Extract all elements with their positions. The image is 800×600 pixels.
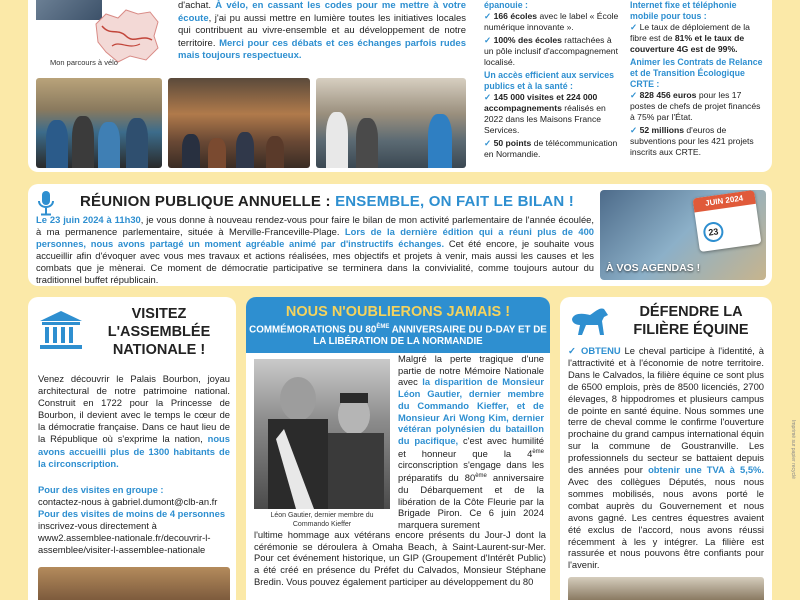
- meeting-title-highlight: ENSEMBLE, ON FAIT LE BILAN !: [335, 193, 574, 210]
- side-legal-text: Imprimé sur papier recyclé: [790, 420, 796, 479]
- meeting-photo: [168, 78, 310, 168]
- check-icon: ✓: [630, 90, 638, 100]
- memorial-subtitle-part: COMMÉMORATIONS DU 80: [249, 324, 377, 336]
- memorial-subtitle: [246, 322, 550, 347]
- check-icon: ✓: [484, 35, 492, 45]
- microphone-icon: [36, 190, 56, 216]
- group-visit-photo: [38, 567, 230, 600]
- visit-highlight: nous avons accueilli plus de 1300 habitants de la circonscription.: [38, 433, 230, 469]
- intro-text: d'achat.: [178, 0, 216, 11]
- intro-highlight-2: Merci pour ces débats et ces échanges parfois rudes mais toujours respectueux.: [178, 37, 466, 61]
- stat-item: [484, 92, 620, 136]
- veteran-photo: [254, 359, 390, 509]
- stat-item: [484, 138, 620, 160]
- results-stats: [480, 0, 770, 172]
- memorial-subtitle-sup: ÈME: [376, 324, 390, 330]
- memorial-body: Malgré la perte tragique d'une partie de notre Mémoire Nationale avec: [398, 353, 544, 388]
- stat-text: rattachées à un pôle inclusif d'accompagnement localisé.: [484, 35, 618, 67]
- stat-item: [484, 11, 620, 33]
- calvados-map-icon: [92, 6, 162, 66]
- outdoor-discussion-photo: [316, 78, 466, 168]
- stat-text: réalisés en 2022 dans les Maisons France Services.: [484, 103, 606, 135]
- small-visit-link[interactable]: inscrivez-vous directement à www2.assemblee-nationale.fr/decouvrir-l-assemblee/visiter-l-assemblee-nationale: [38, 520, 211, 556]
- memorial-title: NOUS N'OUBLIERONS JAMAIS !: [285, 304, 511, 320]
- equine-text: [568, 345, 764, 571]
- small-visit-label: Pour des visites de moins de 4 personnes: [38, 508, 226, 520]
- memorial-body-2: c'est avec humilité et honneur que la 4: [398, 434, 544, 459]
- stats-heading: Un accès efficient aux services publics et à la santé :: [484, 70, 615, 91]
- memorial-sup: ème: [475, 473, 487, 480]
- bike-route-map: [36, 0, 166, 72]
- equine-highlight: obtenir une TVA à 5,5%.: [648, 464, 764, 476]
- veteran-photo-figures: [254, 359, 390, 509]
- stat-item: [630, 22, 766, 55]
- meeting-text: [36, 214, 594, 286]
- memorial-text: [398, 353, 544, 531]
- check-icon: ✓: [630, 22, 638, 32]
- bike-tour-text: [178, 0, 466, 63]
- check-icon: ✓: [630, 125, 638, 135]
- meeting-body: , je vous donne à nouveau rendez-vous pour faire le bilan de mon activité parlementaire de l'année écoulée, à ma permanence parlementaire, située à Merville-Franceville-Plage.: [36, 214, 594, 237]
- stat-value: 166 écoles: [493, 11, 538, 21]
- check-icon: ✓: [484, 138, 492, 148]
- visit-text: [38, 373, 230, 470]
- meeting-title: [80, 193, 574, 210]
- visit-body: Venez découvrir le Palais Bourbon, joyau architectural de notre patrimoine national. Construit en 1722 pour la Princesse de Bourbon, il devient avec le temps le cœur de la démocratie française. Dans ce haut lieu de la République où s'exprime la nation,: [38, 373, 230, 445]
- stats-heading: Internet fixe et téléphonie mobile pour tous :: [630, 0, 737, 21]
- stat-item: [630, 90, 766, 123]
- check-icon: ✓: [484, 11, 492, 21]
- memorial-text-2: l'ultime hommage aux vétérans encore présents du Jour-J dont la cérémonie se déroulera à Omaha Beach, à Saint-Laurent-sur-Mer. Pour cet événement historique, un GIP (Groupement d'Intérêt Public) a été créé en présence du Préfet du Calvados, Monsieur Stéphane Bredin. Vous pouvez également participer au développement du 80: [254, 529, 546, 587]
- equine-body-2: Avec des collègues Députés, nous nous sommes mobilisés, nous avons porté le combat auprès du Gouvernement et nous avons gagné. Les centres équestres avaient été exclus de l'accord, nous avons réussi récemment à les y intégrer. La filière est rassurée et nous pouvons être confiants pour l'avenir.: [568, 475, 764, 571]
- stat-value: 81% et le taux de couverture 4G est de 99%.: [630, 33, 745, 54]
- cyclists-photo: [36, 78, 162, 168]
- memorial-body-4: anniversaire du Débarquement et de la libération de la Côte Fleurie par la Brigade Piron. Ce 6 juin 2024 marquera surement: [398, 472, 544, 531]
- stat-value: 100% des écoles: [493, 35, 562, 45]
- stat-value: 50 points: [493, 138, 532, 148]
- assembly-building-icon: [38, 309, 84, 351]
- stats-heading: épanouie :: [484, 0, 528, 10]
- visit-assembly-section: [28, 297, 236, 600]
- memorial-header: [246, 297, 550, 353]
- agenda-label: À VOS AGENDAS !: [606, 262, 701, 274]
- equine-section: [560, 297, 772, 600]
- stat-value: 828 456 euros: [639, 90, 697, 100]
- check-icon: ✓: [484, 92, 492, 102]
- stat-text: avec le label « École numérique innovante ».: [484, 11, 619, 32]
- stats-column-2: [630, 0, 766, 160]
- stat-text: de télécommunication en Normandie.: [484, 138, 618, 159]
- annual-meeting-section: [28, 184, 772, 286]
- meeting-date: Le 23 juin 2024 à 11h30: [36, 214, 141, 225]
- agenda-photo: [600, 190, 766, 280]
- stat-item: [484, 35, 620, 68]
- visit-title: VISITEZ L'ASSEMBLÉE NATIONALE !: [107, 306, 211, 358]
- group-visit-label: Pour des visites en groupe :: [38, 484, 164, 495]
- equine-obtained-label: OBTENU: [581, 345, 621, 356]
- memorial-subtitle-part-2: ANNIVERSAIRE DU D-DAY ET DE LA LIBÉRATION DE LA NORMANDIE: [313, 324, 547, 347]
- calendar-icon: [693, 190, 762, 252]
- intro-text-2: , j'ai pu aussi mettre en lumière toutes les initiatives locales qui contribuent au vivre-ensemble et au développement de notre territoire.: [178, 12, 466, 49]
- meeting-title-main: RÉUNION PUBLIQUE ANNUELLE :: [80, 193, 336, 210]
- stat-text: pour les 17 postes de chefs de projet financés à 75% par l'État.: [630, 90, 761, 122]
- stat-item: [630, 125, 766, 158]
- dday-memorial-section: [246, 297, 550, 600]
- visit-contact: [38, 484, 232, 557]
- stats-heading: Animer les Contrats de Relance et de Transition Écologique CRTE :: [630, 57, 763, 89]
- map-caption: Mon parcours à vélo: [50, 58, 118, 67]
- stat-value: 52 millions: [639, 125, 685, 135]
- top-section: [28, 0, 772, 172]
- intro-highlight: À vélo, en cassant les codes pour me mettre à votre écoute: [178, 0, 466, 24]
- veteran-photo-caption: Léon Gautier, dernier membre du Commando Kieffer: [270, 512, 374, 528]
- stat-value: 145 000 visites et 224 000 accompagnements: [484, 92, 598, 113]
- memorial-body-3: circonscription s'engage dans les préparatifs du 80: [398, 459, 544, 484]
- memorial-sup: ème: [532, 448, 544, 455]
- calendar-month: JUIN 2024: [693, 190, 756, 212]
- stat-text: Le taux de déploiement de la fibre est de: [630, 22, 750, 43]
- check-icon: ✓: [568, 345, 578, 356]
- stats-column-1: [484, 0, 620, 162]
- equine-body: Le cheval participe à l'identité, à l'attractivité et à l'économie de notre territoire. Dans le Calvados, la filière équine ce sont plus de 6500 emplois, près de 8500 licenciés, 2700 élevages, 8 hippodromes et plusieurs campus de pointe en santé équine. Nous sommes une terre de cheval comme le confirme l'ouverture prochaine du grand campus international équin sur la commune de Goustranville. Les professionnels du secteur se battaient depuis des années pour: [568, 345, 765, 476]
- meeting-body-2: Cet été encore, je souhaite vous accueillir afin d'évoquer avec vous mes travaux et actions réalisées, mes objectifs et projets à venir, mais aussi les causes et les combats que je mènerai. Ce moment de démocratie participative se terminera dans la convivialité, comme toujours autour du traditionnel buffet républicain.: [36, 238, 594, 285]
- equine-title: DÉFENDRE LA FILIÈRE ÉQUINE: [633, 304, 749, 338]
- horse-photo: [568, 577, 764, 600]
- calendar-day: 23: [702, 221, 725, 244]
- meeting-highlight: Lors de la dernière édition qui a réuni plus de 400 personnes, nous avons partagé un moment agréable animé par d'instructifs échanges.: [36, 226, 594, 249]
- stat-text: d'euros de subventions pour les 421 projets inscrits aux CRTE.: [630, 125, 754, 157]
- horse-icon: [568, 305, 612, 339]
- memorial-highlight: la disparition de Monsieur Léon Gautier, dernier membre du Commando Kieffer, et de Monsieur Ari Wong Kim, dernier vétéran polynésien du bataillon du pacifique,: [398, 376, 544, 446]
- group-visit-email[interactable]: contactez-nous à gabriel.dumont@clb-an.fr: [38, 496, 218, 508]
